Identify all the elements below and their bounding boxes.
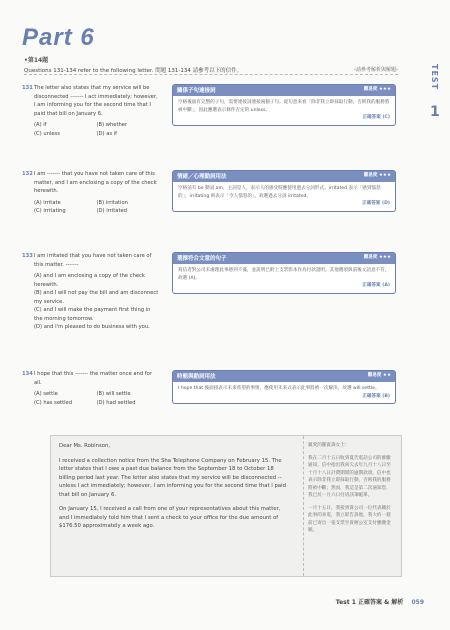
question-text: I hope that this ------- the matter once and for all. [34,371,152,386]
question-132 [24,170,159,216]
option-b: (B) irritation [96,199,128,206]
translation-paragraph: 一月十五日，我接到貴公司一位代表關於此事的來電，我立即告訴他，我大約一週前已寄出一張支票至貴辦公室支付應繳金額。 [308,505,391,533]
question-text: The letter also states that my service will be disconnected ------- I act immediately; however, I am informing you for the second time that I paid that bill on January 6. [34,85,158,117]
divider [24,74,398,75]
question-text: I am irritated that you have not taken care of this matter. ------- [34,253,152,268]
instructions [24,66,242,74]
explanation-box-132 [172,170,396,212]
passage-english [59,442,291,537]
footer-title: Test 1 正確答案 & 解析 [335,599,404,606]
option-a: (A) settle [34,391,58,397]
instructions-en: Questions 131-134 refer to the following letter. [24,68,154,74]
explanation-box-133 [172,252,396,294]
options [34,272,159,332]
difficulty-rating: 難易度 ★★★ [363,255,391,260]
instructions-zh: 問題 131-134 請參考以下的信件。 [155,68,243,74]
answer-key: 正確答案 (A) [362,283,390,288]
option-b: (B) whether [96,122,128,128]
passage-paragraph: I received a collection notice from the Sha Telephone Company on February 15. The letter states that I owe a past due balance from the September 18 to October 18 billing period last year. The letter also states that my service will be disconnected -- unless I act immediately; however, I am informing you for the second time that I paid that bill on January 6. [59,457,286,498]
explanation-text: 空格前有 be 動詞 am，主詞是人，表示人的感受時應使用過去分詞形式。irritated 表示「感到惱怒的」，irritating 則表示「令人惱怒的」。故選過去分詞 irritated。 [178,186,381,199]
explanation-header [173,253,395,264]
question-number: 132 [22,171,33,177]
explanation-text: I hope that 後面接表示未來希望的事情，應使用未來式表示此事將被一次解決，故選 will settle。 [178,386,380,391]
question-133 [24,252,159,332]
explanation-body [173,96,395,125]
option-b: (B) and I will not pay the bill and am disconnect my service. [34,290,159,305]
explanation-title: 時態與動詞用法 [177,374,216,380]
options [34,121,159,138]
explanation-body [173,382,395,403]
explanation-header [173,171,395,182]
explanation-box-134 [172,370,396,404]
answer-key: 正確答案 (B) [362,393,390,399]
option-c: (C) has settled [34,399,73,406]
question-number: 131 [22,85,33,91]
explanation-header [173,85,395,96]
unit-tag: •第14題 [24,57,49,64]
passage-box [50,435,402,577]
passage-salutation: Dear Ms. Robinson, [59,443,111,449]
options [34,199,159,216]
answer-key: 正確答案 (D) [362,201,390,206]
explanation-title: 選擇符合文意的句子 [177,256,227,262]
option-c: (C) and I will make the payment first thing in the morning tomorrow. [34,307,151,322]
explanation-title: 情緒／心理動詞用法 [177,174,227,180]
passage-translation [303,436,395,576]
option-d: (D) as if [96,130,117,137]
page-footer [336,597,424,606]
explanation-body [173,264,395,293]
difficulty-rating: 難易度 ★★★ [363,173,391,178]
page-number: 059 [411,599,424,606]
option-a: (A) irritate [34,199,61,206]
option-a: (A) and I am enclosing a copy of the check herewith. [34,273,145,288]
option-d: (D) irritated [96,208,127,214]
explanation-text: 寫信者對公司未處理此事感到不滿，並說明已附上支票影本作為付款證明。其他選項與前後文語意不符，故選 (A)。 [178,268,390,281]
option-c: (C) irritating [34,208,66,214]
question-number: 133 [22,253,33,259]
difficulty-rating: 難易度 ★★★ [363,87,391,92]
options [34,390,159,407]
instructions-note: ‹請參考解析與解題› [354,67,398,73]
side-tab-label: TEST [430,64,439,91]
side-tab-number: 1 [430,104,440,120]
question-134 [24,370,159,407]
explanation-body [173,182,395,211]
option-a: (A) if [34,122,47,128]
part-title: Part 6 [22,24,95,51]
option-b: (B) will settle [96,391,131,397]
option-d: (D) had settled [96,399,136,406]
question-number: 134 [22,371,33,377]
question-text: I am ------- that you have not taken care of this matter, and I am enclosing a copy of the check herewith. [34,171,157,194]
option-c: (C) unless [34,130,60,137]
question-131 [24,84,159,138]
explanation-title: 關係子句連接詞 [177,88,216,94]
passage-paragraph: On January 15, I received a call from one of your representatives about this matter, and I immediately told him that I sent a check to your office for the due amount of $176.50 approximately a week ago. [59,506,281,529]
explanation-text: 空格後面有完整的子句，需要連接詞連接兩個子句。從句意來看「除非我立即採取行動，否則我的服務將被中斷」，因此應選表示條件否定的 unless。 [178,100,390,113]
side-tab [426,60,450,130]
answer-key: 正確答案 (C) [362,115,390,120]
option-d: (D) and I'm pleased to do business with you. [34,324,150,330]
explanation-box-131 [172,84,396,126]
translation-salutation: 親愛的羅賓森女士： [308,443,350,448]
explanation-header [173,371,395,382]
difficulty-rating: 難易度 ★★ [367,373,391,378]
translation-paragraph: 我在二月十五日收到夏氏電話公司的催繳通知。信中指出我尚欠去年九月十八日至十月十八日計費期間的逾期款項。信中也表示除非我立即採取行動，否則我的服務將被中斷；然而，我這是第二次通知您，我已於一月六日付清該筆帳單。 [308,455,391,498]
